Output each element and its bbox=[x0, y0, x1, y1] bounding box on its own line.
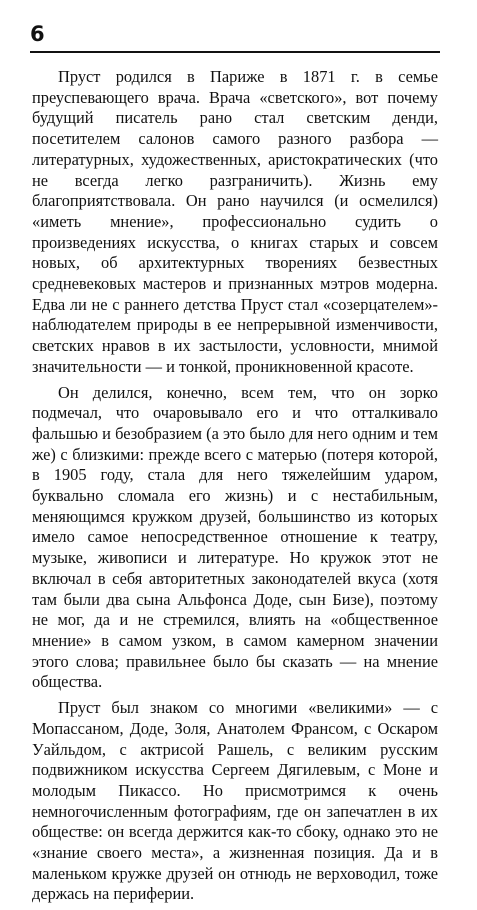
paragraph-2: Он делился, конечно, всем тем, что он зорко подмечал, что очаровывало его и что отталкивало фальшью и безобразием (а это было для него одним и тем же) с близкими: прежде всего с матерью (потеря которой, в 1905 году, стала для него тяжелейшим ударом, буквально сломала его жизнь) и с нестабильным, меняющимся кружком друзей, большинство из которых имело самое непосредственное отношение к театру, музыке, живописи и литературе. Но кружок этот не включал в себя авторитетных законодателей вкуса (хотя там были два сына Альфонса Доде, сын Бизе), поэтому не мог, да и не стремился, влиять на «общественное мнение» в самом узком, в самом камерном значении этого слова; правильнее было бы сказать — на мнение общества. bbox=[32, 382, 438, 692]
header-rule bbox=[30, 51, 440, 53]
page-body bbox=[32, 67, 438, 910]
paragraph-3: Пруст был знаком со многими «великими» — с Мопассаном, Доде, Золя, Анатолем Франсом, с Оскаром Уайльдом, с актрисой Рашель, с великим русским подвижником искусства Сергеем Дягилевым, с Моне и молодым Пикассо. Но присмотримся к очень немногочисленным фотографиям, где он запечатлен в их обществе: он всегда держится как-то сбоку, однако это не «знание своего места», а жизненная позиция. Да и в маленьком кружке друзей он отнюдь не верховодил, тоже держась на периферии. bbox=[32, 698, 438, 904]
paragraph-1: Пруст родился в Париже в 1871 г. в семье преуспевающего врача. Врача «светского», вот почему будущий писатель рано стал светским денди, посетителем салонов самого разного разбора — литературных, художественных, аристократических (что не всегда легко разграничить). Жизнь ему благоприятствовала. Он рано научился (и осмелился) «иметь мнение», профессионально судить о произведениях искусства, о книгах старых и совсем новых, об архитектурных творениях безвестных средневековых мастеров и признанных мэтров модерна. Едва ли не с раннего детства Пруст стал «созерцателем»-наблюдателем природы в ее непрерывной изменчивости, светских нравов в их застылости, условности, мнимой значительности — и тонкой, проникновенной красоте. bbox=[32, 67, 438, 376]
page-number: 6 bbox=[30, 22, 45, 46]
